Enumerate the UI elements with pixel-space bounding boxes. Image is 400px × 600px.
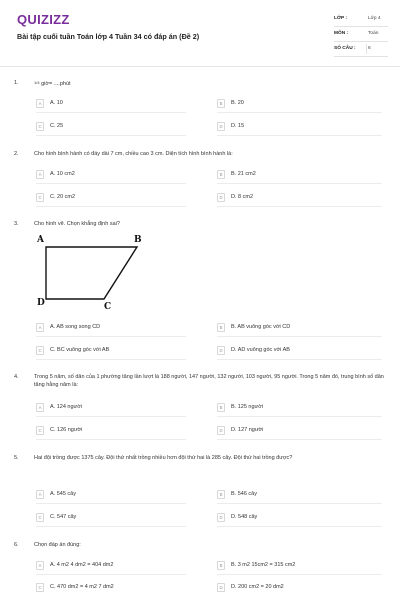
option-divider — [217, 206, 382, 207]
option-letter: A — [36, 403, 44, 412]
option-divider — [36, 206, 186, 207]
option-divider — [217, 503, 382, 504]
option-divider — [217, 112, 382, 113]
question-text: Hai đội trồng được 1375 cây. Đội thứ nhất trồng nhiều hơn đội thứ hai là 285 cây. Đội thứ hai trồng được? — [34, 455, 293, 461]
option-text: A. 4 m2 4 dm2 = 404 dm2 — [50, 562, 114, 568]
meta-divider — [334, 26, 388, 27]
option-text: C. 25 — [50, 123, 64, 129]
option-text: D. 200 cm2 = 20 dm2 — [231, 584, 284, 590]
option-divider — [36, 439, 186, 440]
option-divider — [36, 416, 186, 417]
option-divider — [36, 503, 186, 504]
question-text-rest: giờ= ....phút — [39, 81, 71, 87]
option-letter: C — [36, 193, 44, 202]
option-letter: C — [36, 122, 44, 131]
option-divider — [36, 112, 186, 113]
option-letter: A — [36, 490, 44, 499]
meta-subject-value: Toán — [368, 31, 379, 36]
meta-grade-label: LỚP : — [334, 16, 348, 21]
vertex-label-d: D — [37, 298, 45, 308]
question-text — [34, 79, 386, 88]
option-letter: D — [217, 193, 225, 202]
option-divider — [217, 416, 382, 417]
option-letter: C — [36, 346, 44, 355]
question-number: 5. — [14, 455, 19, 461]
question-number: 3. — [14, 221, 19, 227]
option-text: B. 20 — [231, 100, 244, 106]
trapezoid-figure — [36, 232, 146, 316]
option-letter: A — [36, 561, 44, 570]
quizizz-logo: QUIZIZZ — [17, 12, 70, 27]
option-text: D. 548 cây — [231, 514, 258, 520]
option-divider — [36, 574, 186, 575]
option-letter: C — [36, 426, 44, 435]
question-number: 1. — [14, 80, 19, 86]
vertex-label-b: B — [134, 235, 142, 245]
option-text: B. 3 m2 15cm2 = 315 cm2 — [231, 562, 296, 568]
fraction: 1/4 — [34, 80, 40, 85]
worksheet-header — [0, 0, 400, 66]
meta-count-value: 6 — [368, 46, 371, 51]
option-text: C. 20 cm2 — [50, 194, 76, 200]
option-letter: B — [217, 561, 225, 570]
option-letter: B — [217, 323, 225, 332]
option-divider — [217, 526, 382, 527]
option-divider — [36, 135, 186, 136]
option-letter: C — [36, 513, 44, 522]
trapezoid-shape — [36, 232, 146, 316]
option-text: D. 8 cm2 — [231, 194, 254, 200]
option-letter: D — [217, 583, 225, 592]
option-letter: D — [217, 122, 225, 131]
question-text: Cho hình bình hành có đáy dài 7 cm, chiều cao 3 cm. Diện tích hình bình hành là: — [34, 151, 233, 157]
option-text: A. 124 người — [50, 404, 83, 410]
option-text: D. AD vuông góc với AB — [231, 347, 290, 353]
option-divider — [217, 336, 382, 337]
option-letter: C — [36, 583, 44, 592]
option-text: C. 470 dm2 = 4 m2 7 dm2 — [50, 584, 114, 590]
question-number: 4. — [14, 374, 19, 380]
option-text: A. AB song song CD — [50, 324, 101, 330]
option-text: C. BC vuông góc với AB — [50, 347, 110, 353]
option-letter: A — [36, 170, 44, 179]
question-text: Cho hình vẽ. Chọn khẳng định sai? — [34, 221, 120, 227]
header-divider — [0, 66, 400, 67]
option-divider — [217, 183, 382, 184]
option-text: C. 126 người — [50, 427, 83, 433]
vertex-label-a: A — [37, 235, 44, 245]
option-letter: D — [217, 346, 225, 355]
option-divider — [36, 526, 186, 527]
meta-divider — [334, 41, 388, 42]
option-divider — [36, 359, 186, 360]
option-letter: B — [217, 490, 225, 499]
meta-subject-label: MÔN : — [334, 31, 349, 36]
option-letter: B — [217, 170, 225, 179]
option-letter: B — [217, 99, 225, 108]
option-letter: A — [36, 323, 44, 332]
option-text: B. AB vuông góc với CD — [231, 324, 291, 330]
option-divider — [36, 183, 186, 184]
option-text: D. 127 người — [231, 427, 264, 433]
option-divider — [217, 135, 382, 136]
option-text: A. 10 — [50, 100, 63, 106]
question-number: 2. — [14, 151, 19, 157]
option-divider — [36, 336, 186, 337]
option-letter: B — [217, 403, 225, 412]
option-text: D. 15 — [231, 123, 245, 129]
option-letter: D — [217, 513, 225, 522]
option-divider — [217, 359, 382, 360]
question-text: Trong 5 năm, số dân của 1 phường tăng lần lượt là 188 người, 147 người, 132 người, 103 người, 95 người. Trong 5 năm đó, trung bình số dân tăng hằng năm là: — [34, 374, 384, 388]
vertex-label-c: C — [104, 302, 112, 312]
option-letter: D — [217, 426, 225, 435]
option-text: B. 21 cm2 — [231, 171, 256, 177]
option-letter: A — [36, 99, 44, 108]
question-number: 6. — [14, 542, 19, 548]
worksheet-title: Bài tập cuối tuần Toán lớp 4 Tuần 34 có đáp án (Đề 2) — [17, 32, 200, 41]
option-text: A. 10 cm2 — [50, 171, 75, 177]
question-text: Chọn đáp án đúng: — [34, 542, 81, 548]
option-text: B. 546 cây — [231, 491, 257, 497]
meta-grade-value: Lớp 4 — [368, 16, 381, 21]
option-text: C. 547 cây — [50, 514, 77, 520]
meta-divider — [334, 56, 388, 57]
option-divider — [217, 574, 382, 575]
meta-count-label: SỐ CÂU : — [334, 46, 356, 51]
option-divider — [217, 439, 382, 440]
option-text: A. 545 cây — [50, 491, 76, 497]
option-text: B. 125 người — [231, 404, 264, 410]
meta-input-border — [366, 44, 367, 54]
